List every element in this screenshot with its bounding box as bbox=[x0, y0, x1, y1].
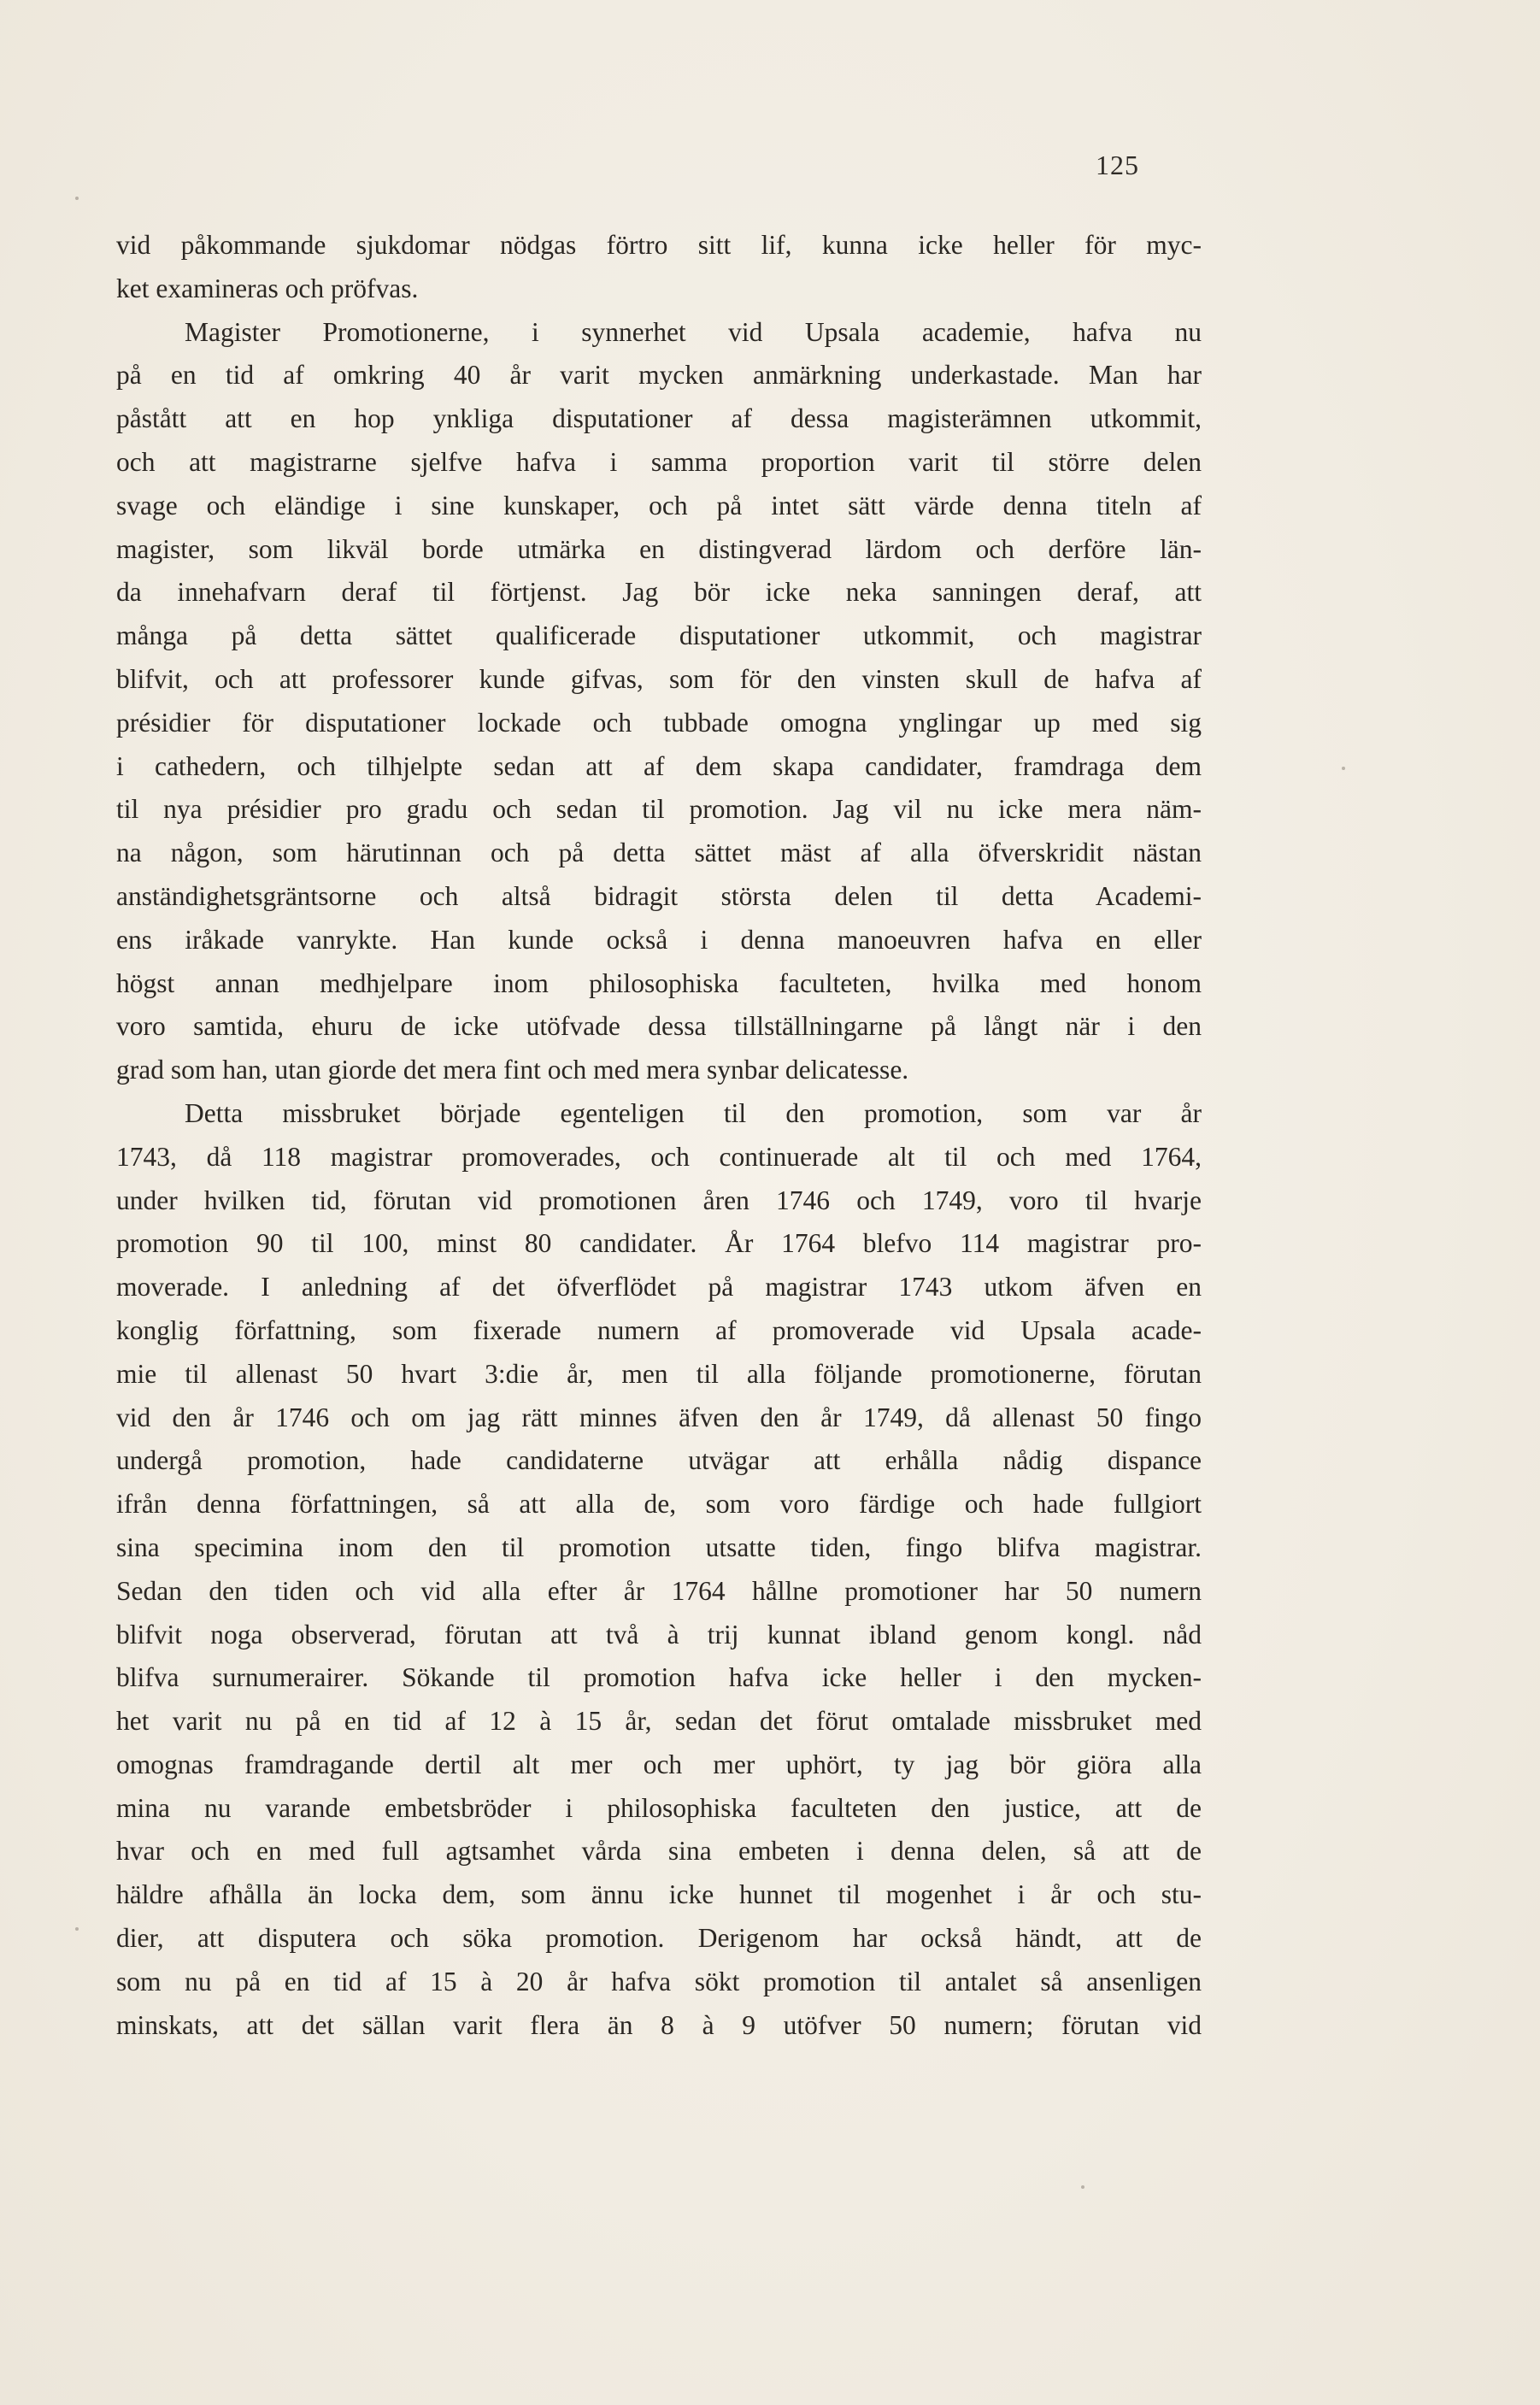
text-line: magister, som likväl borde utmärka en distingverad lärdom och derföre län- bbox=[116, 533, 1202, 564]
text-line: undergå promotion, hade candidaterne utvägar att erhålla nådig dispance bbox=[116, 1445, 1202, 1476]
text-line: på en tid af omkring 40 år varit mycken anmärkning underkastade. Man har bbox=[116, 360, 1202, 391]
text-line: Magister Promotionerne, i synnerhet vid Upsala academie, hafva nu bbox=[185, 316, 1202, 347]
text-line: häldre afhålla än locka dem, som ännu icke hunnet til mogenhet i år och stu- bbox=[116, 1879, 1202, 1910]
text-line: da innehafvarn deraf til förtjenst. Jag bör icke neka sanningen deraf, att bbox=[116, 577, 1202, 608]
text-line: dier, att disputera och söka promotion. Derigenom har också händt, att de bbox=[116, 1923, 1202, 1954]
text-line: mie til allenast 50 hvart 3:die år, men til alla följande promotionerne, förutan bbox=[116, 1358, 1202, 1389]
text-line: många på detta sättet qualificerade disputationer utkommit, och magistrar bbox=[116, 620, 1202, 651]
text-line: högst annan medhjelpare inom philosophiska faculteten, hvilka med honom bbox=[116, 967, 1202, 998]
paper-speck bbox=[1081, 2185, 1084, 2189]
text-line: ifrån denna författningen, så att alla de, som voro färdige och hade fullgiort bbox=[116, 1489, 1202, 1520]
text-line: présidier för disputationer lockade och tubbade omogna ynglingar up med sig bbox=[116, 707, 1202, 738]
text-line: blifvit noga observerad, förutan att två à trij kunnat ibland genom kongl. nåd bbox=[116, 1619, 1202, 1649]
text-line: ket examineras och pröfvas. bbox=[116, 273, 419, 303]
body-text bbox=[116, 224, 1202, 2047]
paper-speck bbox=[1342, 767, 1345, 770]
text-line: voro samtida, ehuru de icke utöfvade dessa tillställningarne på långt när i den bbox=[116, 1011, 1202, 1042]
text-line: grad som han, utan giorde det mera fint och med mera synbar delicatesse. bbox=[116, 1055, 909, 1085]
text-line: Detta missbruket började egenteligen til den promotion, som var år bbox=[185, 1097, 1202, 1128]
text-line: mina nu varande embetsbröder i philosophiska faculteten den justice, att de bbox=[116, 1792, 1202, 1823]
text-line: påstått att en hop ynkliga disputationer af dessa magisterämnen utkommit, bbox=[116, 403, 1202, 434]
text-line: vid påkommande sjukdomar nödgas förtro sitt lif, kunna icke heller för myc- bbox=[116, 230, 1202, 260]
text-line: i cathedern, och tilhjelpte sedan att af dem skapa candidater, framdraga dem bbox=[116, 750, 1202, 781]
text-line: til nya présidier pro gradu och sedan til promotion. Jag vil nu icke mera näm- bbox=[116, 794, 1202, 825]
text-line: blifvit, och att professorer kunde gifvas, som för den vinsten skull de hafva af bbox=[116, 663, 1202, 694]
text-line: omognas framdragande dertil alt mer och mer uphört, ty jag bör giöra alla bbox=[116, 1749, 1202, 1779]
text-line: na någon, som härutinnan och på detta sättet mäst af alla öfverskridit nästan bbox=[116, 838, 1202, 868]
text-line: 1743, då 118 magistrar promoverades, och continuerade alt til och med 1764, bbox=[116, 1141, 1202, 1172]
paper-speck bbox=[75, 1927, 79, 1931]
text-line: under hvilken tid, förutan vid promotionen åren 1746 och 1749, voro til hvarje bbox=[116, 1185, 1202, 1215]
text-line: promotion 90 til 100, minst 80 candidater. År 1764 blefvo 114 magistrar pro- bbox=[116, 1228, 1202, 1259]
text-line: och att magistrarne sjelfve hafva i samma proportion varit til större delen bbox=[116, 446, 1202, 477]
page-number: 125 bbox=[1096, 150, 1139, 180]
text-line: svage och eländige i sine kunskaper, och på intet sätt värde denna titeln af bbox=[116, 490, 1202, 520]
text-line: blifva surnumerairer. Sökande til promotion hafva icke heller i den mycken- bbox=[116, 1662, 1202, 1693]
text-line: het varit nu på en tid af 12 à 15 år, sedan det förut omtalade missbruket med bbox=[116, 1706, 1202, 1737]
text-line: konglig författning, som fixerade numern af promoverade vid Upsala acade- bbox=[116, 1314, 1202, 1345]
text-line: sina specimina inom den til promotion utsatte tiden, fingo blifva magistrar. bbox=[116, 1532, 1202, 1562]
text-line: minskats, att det sällan varit flera än 8 à 9 utöfver 50 numern; förutan vid bbox=[116, 2009, 1202, 2040]
text-line: vid den år 1746 och om jag rätt minnes äfven den år 1749, då allenast 50 fingo bbox=[116, 1402, 1202, 1432]
text-line: hvar och en med full agtsamhet vårda sina embeten i denna delen, så att de bbox=[116, 1836, 1202, 1867]
text-line: ens iråkade vanrykte. Han kunde också i denna manoeuvren hafva en eller bbox=[116, 924, 1202, 955]
text-line: moverade. I anledning af det öfverflödet på magistrar 1743 utkom äfven en bbox=[116, 1272, 1202, 1302]
text-line: Sedan den tiden och vid alla efter år 1764 hållne promotioner har 50 numern bbox=[116, 1575, 1202, 1606]
paper-speck bbox=[75, 197, 79, 200]
text-line: anständighetsgräntsorne och altså bidragit största delen til detta Academi- bbox=[116, 880, 1202, 911]
text-line: som nu på en tid af 15 à 20 år hafva sökt promotion til antalet så ansenligen bbox=[116, 1966, 1202, 1996]
